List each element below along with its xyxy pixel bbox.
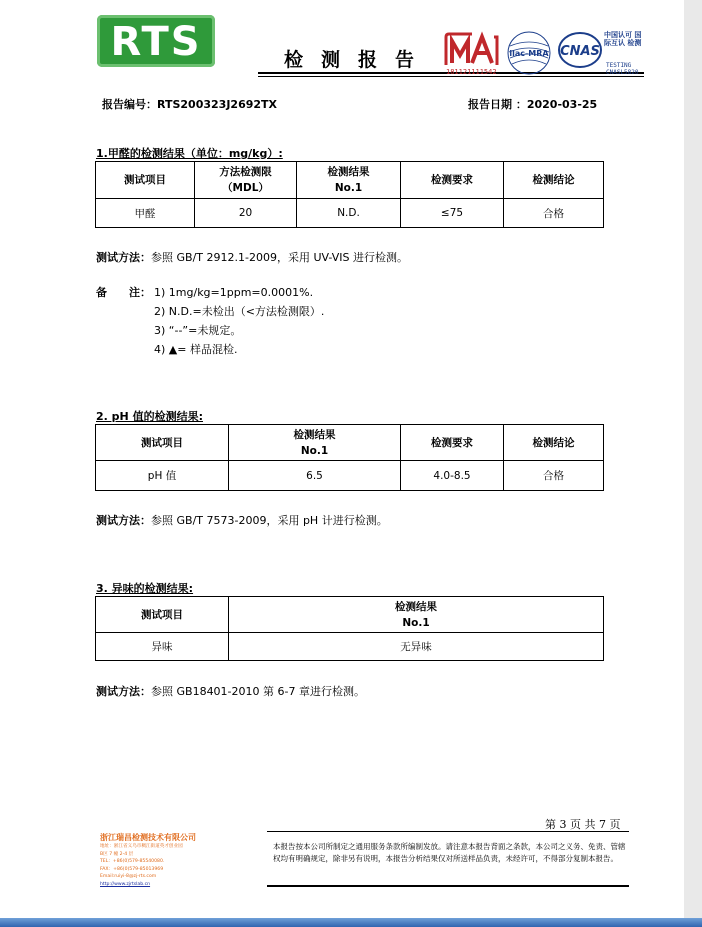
cnas-chinese-text: 中国认可 国际互认 检测 xyxy=(604,31,642,47)
list-item: 4) ▲= 样品混检. xyxy=(154,343,238,356)
section1-method xyxy=(96,249,408,265)
table-row xyxy=(96,461,604,491)
section2-method xyxy=(96,512,388,528)
cnas-testing-label: TESTING xyxy=(606,62,632,69)
odor-table xyxy=(95,596,604,661)
company-address: 地址：浙江省义乌市稠江街道英才创业园 xyxy=(100,844,183,849)
cell-item: 异味 xyxy=(96,633,229,661)
formaldehyde-table xyxy=(95,161,604,228)
header-result-line2: No.1 xyxy=(334,182,363,194)
method-text: 参照 GB18401-2010 第 6-7 章进行检测。 xyxy=(151,685,365,698)
header-result-line1: 检测结果 xyxy=(327,166,370,178)
footer-disclaimer: 本报告按本公司所制定之通用服务条款所编制发放。请注意本报告背面之条款，本公司之义务、免责、管辖权均有明确规定，除非另有说明，本报告分析结果仅对所送样品负责，未经许可，不得部分复制本报告。 xyxy=(273,842,626,863)
cell-mdl: 20 xyxy=(195,199,297,228)
cell-result: N.D. xyxy=(297,199,401,228)
header-item: 测试项目 xyxy=(96,425,229,461)
rts-logo xyxy=(97,15,215,67)
method-label: 测试方法： xyxy=(96,251,151,264)
header-result-line2: No.1 xyxy=(402,616,430,629)
header-requirement: 检测要求 xyxy=(401,425,504,461)
header-conclusion: 检测结论 xyxy=(504,425,604,461)
list-item: 2) N.D.=未检出（<方法检测限）. xyxy=(154,305,325,318)
header-result xyxy=(229,425,401,461)
cell-result: 6.5 xyxy=(229,461,401,491)
header-result xyxy=(229,597,604,633)
cell-item: 甲醛 xyxy=(96,199,195,228)
footer-divider-bottom xyxy=(267,885,629,887)
viewer-bottom-bar xyxy=(0,918,702,927)
header-mdl-line1: 方法检测限 xyxy=(219,166,272,178)
company-info xyxy=(100,832,196,888)
method-text: 参照 GB/T 7573-2009，采用 pH 计进行检测。 xyxy=(151,514,388,527)
header-result-line2: No.1 xyxy=(300,444,329,457)
notes-label: 备 注： xyxy=(96,286,151,299)
cell-conclusion: 合格 xyxy=(504,461,604,491)
method-label: 测试方法： xyxy=(96,685,151,698)
company-fax: FAX：+86(0)579-85013969 xyxy=(100,866,164,872)
notes-list xyxy=(154,283,324,359)
header-item: 测试项目 xyxy=(96,162,195,199)
company-website-link[interactable]: http://www.zjrtslab.cn xyxy=(100,881,151,887)
list-item: 1) 1mg/kg=1ppm=0.0001%. xyxy=(154,286,314,299)
company-address-2: B区 7 幢 2-4 层 xyxy=(100,851,134,857)
report-date: 报告日期 ：2020-03-25 xyxy=(468,98,598,111)
company-email: Email:ruiyi-8@zj-rts.com xyxy=(100,874,157,879)
header-mdl xyxy=(195,162,297,199)
method-text: 参照 GB/T 2912.1-2009，采用 UV-VIS 进行检测。 xyxy=(151,251,408,264)
ilac-mra-icon xyxy=(506,30,552,76)
section2-title: 2. pH 值的检测结果: xyxy=(96,410,203,423)
report-title: 检测报告 xyxy=(284,49,433,71)
cnas-code: CNASL5820 xyxy=(606,69,639,76)
header-requirement: 检测要求 xyxy=(401,162,504,199)
logo-text: RTS xyxy=(110,19,202,65)
footer-divider-top xyxy=(267,831,629,832)
cell-conclusion: 合格 xyxy=(504,199,604,228)
company-name: 浙江瑞昌检测技术有限公司 xyxy=(100,833,196,842)
table-row xyxy=(96,633,604,661)
company-tel: TEL：+86(0)579-85540080. xyxy=(100,859,165,864)
cnas-logo-icon xyxy=(557,30,603,70)
cell-item: pH 值 xyxy=(96,461,229,491)
title-underline-thin xyxy=(258,76,644,77)
header-result-line1: 检测结果 xyxy=(395,600,437,613)
cma-seal-icon xyxy=(442,31,500,71)
cell-requirement: ≤75 xyxy=(401,199,504,228)
ph-table xyxy=(95,424,604,491)
list-item: 3) “--”=未规定。 xyxy=(154,324,242,337)
ilac-label: ilac-MRA xyxy=(509,49,549,58)
header-item: 测试项目 xyxy=(96,597,229,633)
header-result xyxy=(297,162,401,199)
header-conclusion: 检测结论 xyxy=(504,162,604,199)
viewer-margin xyxy=(684,0,702,927)
table-row xyxy=(96,199,604,228)
header-mdl-line2: （MDL） xyxy=(222,182,269,194)
cnas-label: CNAS xyxy=(560,44,600,59)
report-number: 报告编号：RTS200323J2692TX xyxy=(102,98,278,111)
cnas-testing xyxy=(606,62,639,76)
header-result-line1: 检测结果 xyxy=(293,428,336,441)
cell-result: 无异味 xyxy=(229,633,604,661)
method-label: 测试方法： xyxy=(96,514,151,527)
section3-method xyxy=(96,683,365,699)
cma-number: 181121111542 xyxy=(446,68,497,76)
section3-title: 3. 异味的检测结果: xyxy=(96,582,194,595)
cell-requirement: 4.0-8.5 xyxy=(401,461,504,491)
page-number: 第 3 页 共 7 页 xyxy=(545,818,621,831)
section1-title: 1.甲醛的检测结果（单位：mg/kg）: xyxy=(96,147,283,160)
